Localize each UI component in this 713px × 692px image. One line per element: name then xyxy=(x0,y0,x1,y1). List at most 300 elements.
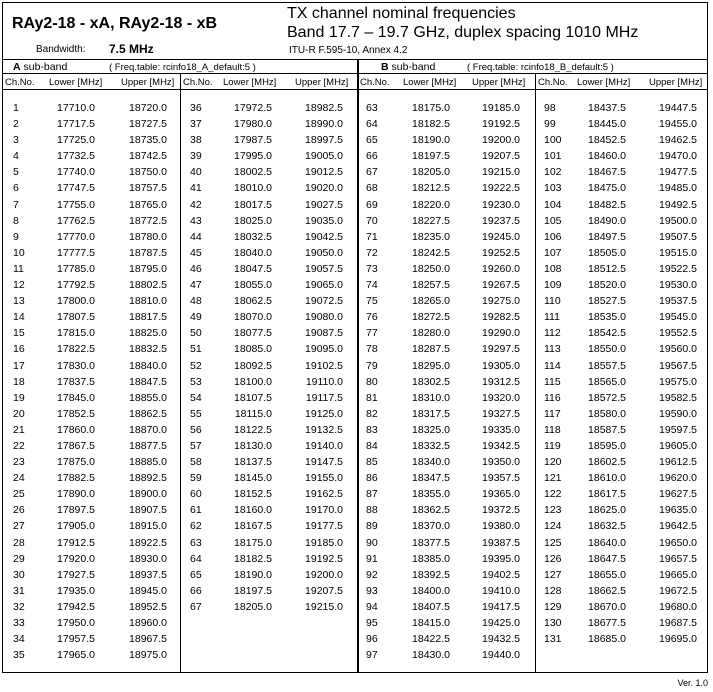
column-header-ch: Ch.No. xyxy=(360,77,390,88)
upper-frequency: 18885.0 xyxy=(129,456,167,469)
lower-frequency: 18257.5 xyxy=(412,279,450,292)
column-header-upper: Upper [MHz] xyxy=(472,77,526,88)
lower-frequency: 18182.5 xyxy=(412,118,450,131)
lower-frequency: 18227.5 xyxy=(412,214,450,227)
channel-number: 42 xyxy=(190,198,202,211)
channel-number: 41 xyxy=(190,182,202,195)
lower-frequency: 17717.5 xyxy=(57,118,95,131)
upper-frequency: 18997.5 xyxy=(305,134,343,147)
lower-frequency: 17807.5 xyxy=(57,311,95,324)
column-header-lower: Lower [MHz] xyxy=(577,77,631,88)
upper-frequency: 19425.0 xyxy=(482,617,520,629)
upper-frequency: 19695.0 xyxy=(659,633,697,646)
channel-number: 17 xyxy=(13,359,25,372)
channel-number: 131 xyxy=(544,633,562,646)
channel-number: 62 xyxy=(190,520,202,533)
channel-number: 123 xyxy=(544,504,562,517)
upper-frequency: 19275.0 xyxy=(482,295,520,308)
channel-number: 77 xyxy=(366,327,378,340)
channel-number: 125 xyxy=(544,536,562,549)
channel-number: 86 xyxy=(366,472,378,485)
upper-frequency: 18742.5 xyxy=(129,150,167,163)
upper-freq-column-a1 xyxy=(113,100,167,663)
lower-frequency: 17882.5 xyxy=(57,472,95,485)
upper-frequency: 18975.0 xyxy=(129,649,167,662)
channel-number: 23 xyxy=(13,456,25,469)
lower-frequency: 17815.0 xyxy=(57,327,95,340)
channel-number: 49 xyxy=(190,311,202,324)
channel-number: 30 xyxy=(13,568,25,581)
lower-frequency: 18152.5 xyxy=(234,488,272,501)
frequency-table-sheet xyxy=(2,2,708,673)
upper-frequency: 19365.0 xyxy=(482,488,520,501)
channel-number: 21 xyxy=(13,423,25,436)
column-header-lower: Lower [MHz] xyxy=(223,77,277,88)
lower-frequency: 18632.5 xyxy=(588,520,626,533)
upper-frequency: 18757.5 xyxy=(129,182,167,195)
channel-number: 33 xyxy=(13,617,25,629)
upper-frequency: 19312.5 xyxy=(482,375,520,388)
upper-frequency: 18832.5 xyxy=(129,343,167,356)
upper-frequency: 19440.0 xyxy=(482,649,520,662)
channel-number: 44 xyxy=(190,230,202,243)
channel-number: 90 xyxy=(366,536,378,549)
lower-frequency: 17957.5 xyxy=(57,633,95,646)
channel-number: 106 xyxy=(544,230,562,243)
upper-frequency: 19680.0 xyxy=(659,600,697,613)
lower-frequency: 18062.5 xyxy=(234,295,272,308)
upper-frequency: 19215.0 xyxy=(482,166,520,179)
channel-number: 11 xyxy=(13,262,24,275)
upper-frequency: 18787.5 xyxy=(129,246,167,259)
lower-frequency: 17845.0 xyxy=(57,391,95,404)
upper-frequency: 18802.5 xyxy=(129,279,167,292)
upper-frequency: 18952.5 xyxy=(129,600,167,613)
upper-frequency: 18960.0 xyxy=(129,617,167,629)
lower-frequency: 18422.5 xyxy=(412,633,450,646)
lower-frequency: 18100.0 xyxy=(234,375,272,388)
lower-frequency: 18505.0 xyxy=(588,246,626,259)
upper-frequency: 19545.0 xyxy=(659,311,697,324)
lower-frequency: 18385.0 xyxy=(412,552,450,565)
lower-frequency: 18482.5 xyxy=(588,198,626,211)
lower-frequency: 17792.5 xyxy=(57,279,95,292)
channel-number: 70 xyxy=(366,214,378,227)
lower-frequency: 18160.0 xyxy=(234,504,272,517)
channel-number: 64 xyxy=(190,552,202,565)
lower-frequency: 17912.5 xyxy=(57,536,95,549)
lower-frequency: 17897.5 xyxy=(57,504,95,517)
upper-frequency: 19455.0 xyxy=(659,118,697,131)
lower-frequency: 17920.0 xyxy=(57,552,95,565)
upper-frequency: 19140.0 xyxy=(305,439,343,452)
upper-frequency: 18720.0 xyxy=(129,102,167,114)
upper-frequency: 19080.0 xyxy=(305,311,343,324)
channel-number: 126 xyxy=(544,552,562,565)
upper-frequency: 19005.0 xyxy=(305,150,343,163)
channel-number: 91 xyxy=(366,552,378,565)
lower-frequency: 18197.5 xyxy=(234,584,272,597)
upper-frequency: 19582.5 xyxy=(659,391,697,404)
upper-frequency: 19575.0 xyxy=(659,375,697,388)
upper-frequency: 18847.5 xyxy=(129,375,167,388)
upper-frequency: 18795.0 xyxy=(129,262,167,275)
lower-frequency: 17762.5 xyxy=(57,214,95,227)
upper-frequency: 19087.5 xyxy=(305,327,343,340)
upper-frequency: 19470.0 xyxy=(659,150,697,163)
channel-number: 113 xyxy=(544,343,561,356)
lower-frequency: 18400.0 xyxy=(412,584,450,597)
lower-frequency: 18317.5 xyxy=(412,407,450,420)
upper-frequency: 19177.5 xyxy=(305,520,343,533)
lower-frequency: 18175.0 xyxy=(234,536,272,549)
upper-frequency: 18967.5 xyxy=(129,633,167,646)
upper-frequency: 19192.5 xyxy=(482,118,520,131)
channel-number: 88 xyxy=(366,504,378,517)
channel-number: 87 xyxy=(366,488,378,501)
lower-frequency: 18122.5 xyxy=(234,423,272,436)
lower-frequency: 18017.5 xyxy=(234,198,272,211)
upper-frequency: 19485.0 xyxy=(659,182,697,195)
lower-frequency: 18310.0 xyxy=(412,391,450,404)
lower-frequency: 17725.0 xyxy=(57,134,95,147)
channel-number: 69 xyxy=(366,198,378,211)
upper-frequency: 18810.0 xyxy=(129,295,167,308)
channel-number: 114 xyxy=(544,359,561,372)
upper-frequency: 18855.0 xyxy=(129,391,167,404)
upper-frequency: 19522.5 xyxy=(659,262,697,275)
channel-number: 103 xyxy=(544,182,562,195)
channel-number: 115 xyxy=(544,375,561,388)
upper-frequency: 19560.0 xyxy=(659,343,697,356)
lower-frequency: 17710.0 xyxy=(57,102,95,114)
lower-frequency: 17995.0 xyxy=(234,150,272,163)
channel-number: 66 xyxy=(190,584,202,597)
lower-frequency: 18415.0 xyxy=(412,617,450,629)
lower-frequency: 17987.5 xyxy=(234,134,272,147)
channel-number: 67 xyxy=(366,166,378,179)
channel-number: 16 xyxy=(13,343,25,356)
channel-number: 55 xyxy=(190,407,202,420)
lower-frequency: 17830.0 xyxy=(57,359,95,372)
upper-frequency: 19612.5 xyxy=(659,456,697,469)
upper-frequency: 19012.5 xyxy=(305,166,343,179)
lower-frequency: 18070.0 xyxy=(234,311,272,324)
lower-frequency: 18445.0 xyxy=(588,118,626,131)
channel-number: 18 xyxy=(13,375,25,388)
lower-frequency: 17747.5 xyxy=(57,182,95,195)
subband-a-letter: A xyxy=(13,61,21,73)
lower-frequency: 18302.5 xyxy=(412,375,450,388)
lower-frequency: 18655.0 xyxy=(588,568,626,581)
upper-frequency: 19320.0 xyxy=(482,391,520,404)
upper-frequency: 19222.5 xyxy=(482,182,520,195)
upper-frequency: 19185.0 xyxy=(482,102,520,114)
channel-number: 61 xyxy=(190,504,202,517)
channel-number: 35 xyxy=(13,649,25,662)
upper-frequency: 19170.0 xyxy=(305,504,343,517)
channel-number: 2 xyxy=(13,118,19,131)
lower-frequency: 17740.0 xyxy=(57,166,95,179)
upper-frequency: 19200.0 xyxy=(482,134,520,147)
subband-separator xyxy=(357,59,359,672)
channel-number: 38 xyxy=(190,134,202,147)
lower-frequency: 18325.0 xyxy=(412,423,450,436)
channel-number: 84 xyxy=(366,439,378,452)
upper-frequency: 19102.5 xyxy=(305,359,343,372)
channel-number: 101 xyxy=(544,150,562,163)
channel-number: 54 xyxy=(190,391,202,404)
upper-frequency: 19537.5 xyxy=(659,295,697,308)
column-header-ch: Ch.No. xyxy=(538,77,568,88)
channel-number: 65 xyxy=(190,568,202,581)
lower-frequency: 17800.0 xyxy=(57,295,95,308)
channel-number: 1 xyxy=(13,102,19,114)
upper-frequency: 18937.5 xyxy=(129,568,167,581)
upper-frequency: 19342.5 xyxy=(482,439,520,452)
column-header-upper: Upper [MHz] xyxy=(649,77,703,88)
channel-number: 93 xyxy=(366,584,378,597)
upper-frequency: 19605.0 xyxy=(659,439,697,452)
lower-frequency: 18355.0 xyxy=(412,488,450,501)
upper-frequency: 18772.5 xyxy=(129,214,167,227)
lower-frequency: 18580.0 xyxy=(588,407,626,420)
upper-frequency: 19192.5 xyxy=(305,552,343,565)
lower-frequency: 18265.0 xyxy=(412,295,450,308)
column-header-upper: Upper [MHz] xyxy=(295,77,349,88)
channel-number: 104 xyxy=(544,198,562,211)
channel-number: 110 xyxy=(544,295,561,308)
lower-frequency: 17972.5 xyxy=(234,102,272,114)
upper-frequency: 19417.5 xyxy=(482,600,520,613)
channel-number: 111 xyxy=(544,311,560,324)
upper-frequency: 18892.5 xyxy=(129,472,167,485)
channel-number: 92 xyxy=(366,568,378,581)
lower-frequency: 17732.5 xyxy=(57,150,95,163)
upper-frequency: 19350.0 xyxy=(482,456,520,469)
column-header-ch: Ch.No. xyxy=(5,77,35,88)
lower-frequency: 18610.0 xyxy=(588,472,626,485)
lower-frequency: 18640.0 xyxy=(588,536,626,549)
lower-freq-column-b1 xyxy=(396,100,450,663)
title-line-2: Band 17.7 – 19.7 GHz, duplex spacing 1010 MHz xyxy=(287,24,639,41)
upper-frequency: 19357.5 xyxy=(482,472,520,485)
lower-frequency: 18475.0 xyxy=(588,182,626,195)
upper-frequency: 19147.5 xyxy=(305,456,343,469)
channel-number: 15 xyxy=(13,327,25,340)
upper-frequency: 19432.5 xyxy=(482,633,520,646)
lower-frequency: 17867.5 xyxy=(57,439,95,452)
upper-frequency: 19245.0 xyxy=(482,230,520,243)
lower-frequency: 18595.0 xyxy=(588,439,626,452)
channel-number: 53 xyxy=(190,375,202,388)
upper-frequency: 19372.5 xyxy=(482,504,520,517)
upper-frequency: 19530.0 xyxy=(659,279,697,292)
upper-frequency: 18735.0 xyxy=(129,134,167,147)
upper-frequency: 19215.0 xyxy=(305,600,343,613)
channel-number: 83 xyxy=(366,423,378,436)
lower-frequency: 18175.0 xyxy=(412,102,450,114)
channel-number: 63 xyxy=(190,536,202,549)
upper-frequency: 19620.0 xyxy=(659,472,697,485)
lower-frequency: 18565.0 xyxy=(588,375,626,388)
lower-frequency: 18347.5 xyxy=(412,472,450,485)
upper-frequency: 19492.5 xyxy=(659,198,697,211)
upper-frequency: 19267.5 xyxy=(482,279,520,292)
channel-number: 119 xyxy=(544,439,561,452)
upper-frequency: 19507.5 xyxy=(659,230,697,243)
upper-frequency: 19567.5 xyxy=(659,359,697,372)
channel-number: 7 xyxy=(13,198,19,211)
channel-number: 25 xyxy=(13,488,25,501)
upper-frequency: 18922.5 xyxy=(129,536,167,549)
lower-frequency: 18137.5 xyxy=(234,456,272,469)
lower-frequency: 18010.0 xyxy=(234,182,272,195)
channel-number: 128 xyxy=(544,584,562,597)
channel-number: 10 xyxy=(13,246,25,259)
lower-frequency: 17905.0 xyxy=(57,520,95,533)
lower-frequency: 18145.0 xyxy=(234,472,272,485)
channel-number: 120 xyxy=(544,456,562,469)
channel-number: 124 xyxy=(544,520,562,533)
upper-frequency: 18750.0 xyxy=(129,166,167,179)
upper-frequency: 19290.0 xyxy=(482,327,520,340)
channel-number: 112 xyxy=(544,327,561,340)
channel-number: 46 xyxy=(190,262,202,275)
upper-freq-column-b1 xyxy=(466,100,520,663)
upper-frequency: 19477.5 xyxy=(659,166,697,179)
channel-number: 8 xyxy=(13,214,19,227)
lower-frequency: 18212.5 xyxy=(412,182,450,195)
upper-frequency: 19687.5 xyxy=(659,617,697,629)
lower-frequency: 18550.0 xyxy=(588,343,626,356)
channel-number: 43 xyxy=(190,214,202,227)
channel-column-b2 xyxy=(544,100,570,647)
model-title: RAy2-18 - xA, RAy2-18 - xB xyxy=(12,15,218,32)
channel-number: 71 xyxy=(366,230,378,243)
channel-number: 129 xyxy=(544,600,562,613)
header-divider xyxy=(3,59,707,60)
upper-frequency: 19515.0 xyxy=(659,246,697,259)
lower-frequency: 18677.5 xyxy=(588,617,626,629)
upper-frequency: 19635.0 xyxy=(659,504,697,517)
upper-frequency: 18900.0 xyxy=(129,488,167,501)
channel-number: 58 xyxy=(190,456,202,469)
channel-number: 60 xyxy=(190,488,202,501)
upper-frequency: 19065.0 xyxy=(305,279,343,292)
channel-number: 28 xyxy=(13,536,25,549)
upper-frequency: 19162.5 xyxy=(305,488,343,501)
upper-frequency: 18727.5 xyxy=(129,118,167,131)
upper-frequency: 18915.0 xyxy=(129,520,167,533)
subband-b-freq-table: ( Freq.table: rcinfo18_B_default:5 ) xyxy=(467,62,614,73)
lower-frequency: 18497.5 xyxy=(588,230,626,243)
upper-frequency: 19462.5 xyxy=(659,134,697,147)
channel-number: 50 xyxy=(190,327,202,340)
upper-frequency: 18780.0 xyxy=(129,230,167,243)
upper-frequency: 19035.0 xyxy=(305,214,343,227)
upper-frequency: 19650.0 xyxy=(659,536,697,549)
channel-number: 72 xyxy=(366,246,378,259)
upper-frequency: 18862.5 xyxy=(129,407,167,420)
channel-number: 59 xyxy=(190,472,202,485)
upper-frequency: 18817.5 xyxy=(129,311,167,324)
upper-frequency: 18982.5 xyxy=(305,102,343,114)
upper-frequency: 19155.0 xyxy=(305,472,343,485)
upper-frequency: 18825.0 xyxy=(129,327,167,340)
upper-frequency: 19237.5 xyxy=(482,214,520,227)
lower-frequency: 18340.0 xyxy=(412,456,450,469)
channel-number: 96 xyxy=(366,633,378,646)
upper-frequency: 19095.0 xyxy=(305,343,343,356)
channel-number: 95 xyxy=(366,617,378,629)
upper-freq-column-a2 xyxy=(289,100,343,615)
upper-frequency: 18990.0 xyxy=(305,118,343,131)
lower-frequency: 17860.0 xyxy=(57,423,95,436)
channel-number: 105 xyxy=(544,214,562,227)
channel-number: 47 xyxy=(190,279,202,292)
upper-frequency: 19297.5 xyxy=(482,343,520,356)
lower-frequency: 18362.5 xyxy=(412,504,450,517)
lower-frequency: 17837.5 xyxy=(57,375,95,388)
title-line-1: TX channel nominal frequencies xyxy=(287,5,516,22)
column-header-lower: Lower [MHz] xyxy=(403,77,457,88)
channel-number: 121 xyxy=(544,472,562,485)
channel-number: 122 xyxy=(544,488,562,501)
upper-frequency: 19380.0 xyxy=(482,520,520,533)
subband-a-label-text: sub-band xyxy=(20,61,68,73)
lower-frequency: 18032.5 xyxy=(234,230,272,243)
subband-a-label xyxy=(13,61,67,73)
channel-number: 109 xyxy=(544,279,562,292)
upper-frequency: 19402.5 xyxy=(482,568,520,581)
channel-number: 56 xyxy=(190,423,202,436)
channel-number: 32 xyxy=(13,600,25,613)
channel-number: 26 xyxy=(13,504,25,517)
bandwidth-value: 7.5 MHz xyxy=(109,42,154,56)
channel-column-b1 xyxy=(366,100,392,663)
lower-frequency: 18392.5 xyxy=(412,568,450,581)
lower-frequency: 18190.0 xyxy=(234,568,272,581)
lower-frequency: 18625.0 xyxy=(588,504,626,517)
lower-frequency: 18092.5 xyxy=(234,359,272,372)
channel-number: 57 xyxy=(190,439,202,452)
lower-frequency: 17875.0 xyxy=(57,456,95,469)
lower-frequency: 17980.0 xyxy=(234,118,272,131)
channel-number: 74 xyxy=(366,279,378,292)
upper-frequency: 19027.5 xyxy=(305,198,343,211)
channel-number: 13 xyxy=(13,295,25,308)
column-header-ch: Ch.No. xyxy=(183,77,213,88)
lower-frequency: 18205.0 xyxy=(234,600,272,613)
lower-frequency: 18467.5 xyxy=(588,166,626,179)
lower-frequency: 18557.5 xyxy=(588,359,626,372)
channel-number: 24 xyxy=(13,472,25,485)
upper-frequency: 19627.5 xyxy=(659,488,697,501)
channel-number: 40 xyxy=(190,166,202,179)
upper-frequency: 19335.0 xyxy=(482,423,520,436)
upper-frequency: 19207.5 xyxy=(482,150,520,163)
lower-frequency: 18512.5 xyxy=(588,262,626,275)
lower-frequency: 18182.5 xyxy=(234,552,272,565)
channel-number: 6 xyxy=(13,182,19,195)
channel-number: 98 xyxy=(544,102,556,114)
channel-number: 14 xyxy=(13,311,25,324)
upper-frequency: 19665.0 xyxy=(659,568,697,581)
upper-frequency: 19042.5 xyxy=(305,230,343,243)
upper-frequency: 19252.5 xyxy=(482,246,520,259)
lower-frequency: 18190.0 xyxy=(412,134,450,147)
